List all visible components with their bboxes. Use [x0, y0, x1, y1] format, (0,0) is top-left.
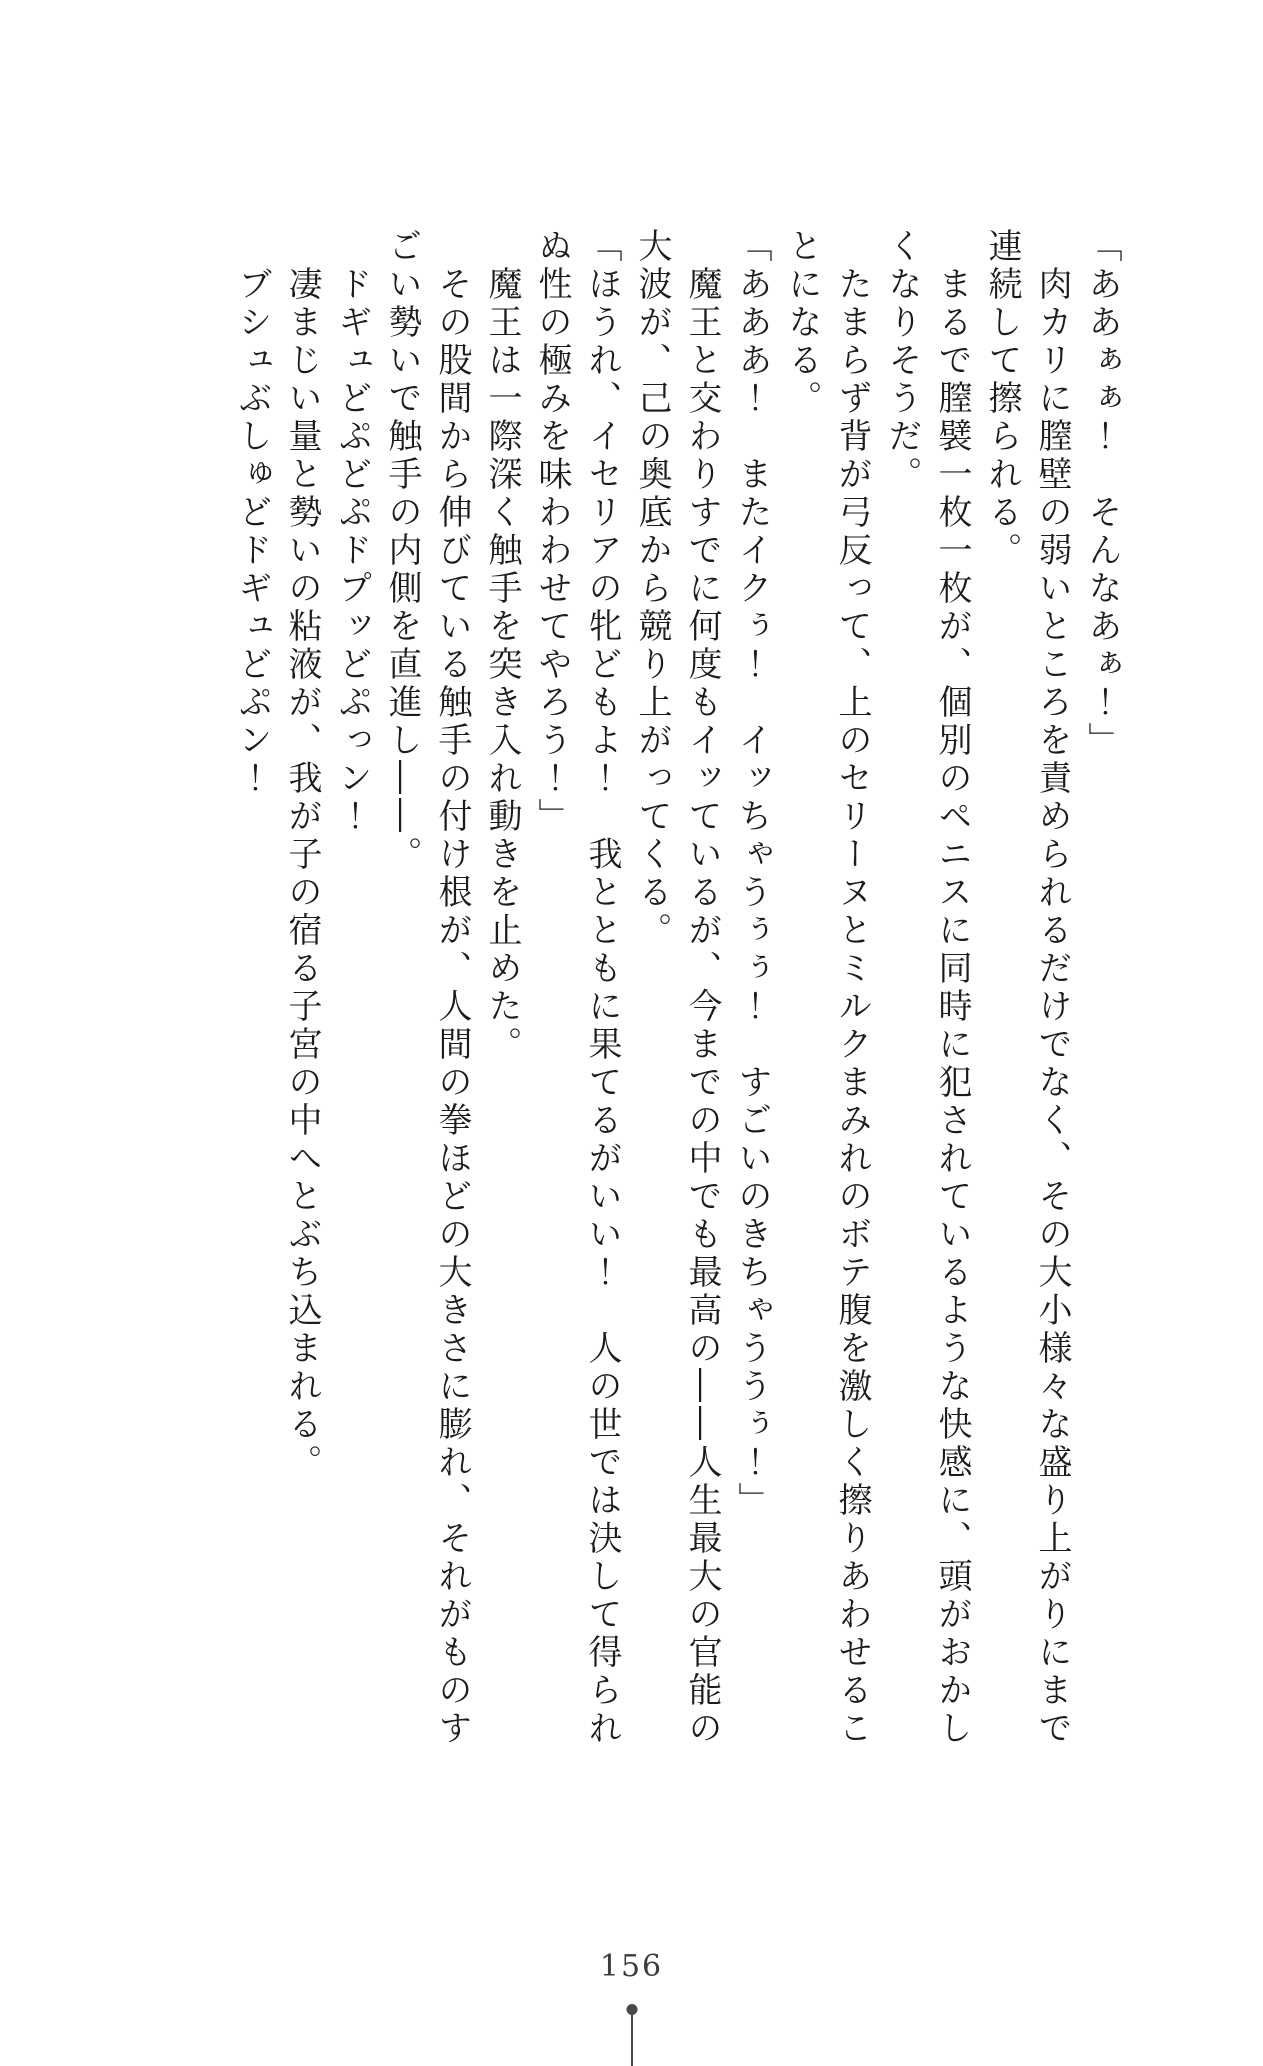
text-line: 肉カリに膣壁の弱いところを責められるだけでなく、その大小様々な盛り上がりにまで	[1032, 228, 1072, 1748]
text-line: 「ああぁぁ！ そんなあぁ！」	[1082, 228, 1122, 760]
text-line: くなりそうだ。	[882, 228, 922, 494]
text-line: ぬ性の極みを味わわせてやろう！」	[532, 228, 572, 836]
text-line: 「ほうれ、イセリアの牝どもよ！ 我とともに果てるがいい！ 人の世では決して得られ	[582, 228, 622, 1748]
text-line: とになる。	[782, 228, 822, 418]
text-line: 凄まじい量と勢いの粘液が、我が子の宿る子宮の中へとぶち込まれる。	[282, 228, 322, 1482]
text-line: ブシュぶしゅどドギュどぷン！	[232, 228, 272, 798]
text-line: 魔王と交わりすでに何度もイッているが、今までの中でも最高の――人生最大の官能の	[682, 228, 722, 1748]
footer-ornament	[625, 2004, 639, 2066]
page-number: 156	[599, 1949, 664, 1984]
text-line: 「あああ！ またイクぅ！ イッちゃうぅぅ！ すごいのきちゃううぅ！」	[732, 228, 772, 1520]
text-line: ドギュどぷどぷドプッどぷっン！	[332, 228, 372, 836]
text-line: ごい勢いで触手の内側を直進し――。	[382, 228, 422, 874]
ornament-line	[631, 2014, 633, 2066]
text-line: 連続して擦られる。	[982, 228, 1022, 570]
text-line: たまらず背が弓反って、上のセリーヌとミルクまみれのボテ腹を激しく擦りあわせるこ	[832, 228, 872, 1748]
text-line: その股間から伸びている触手の付け根が、人間の拳ほどの大きさに膨れ、それがものす	[432, 228, 472, 1748]
text-line: まるで膣襞一枚一枚が、個別のペニスに同時に犯されているような快感に、頭がおかし	[932, 228, 972, 1748]
body-text	[227, 228, 1127, 1763]
text-line: 大波が、己の奥底から競り上がってくる。	[632, 228, 672, 950]
text-line: 魔王は一際深く触手を突き入れ動きを止めた。	[482, 228, 522, 1064]
